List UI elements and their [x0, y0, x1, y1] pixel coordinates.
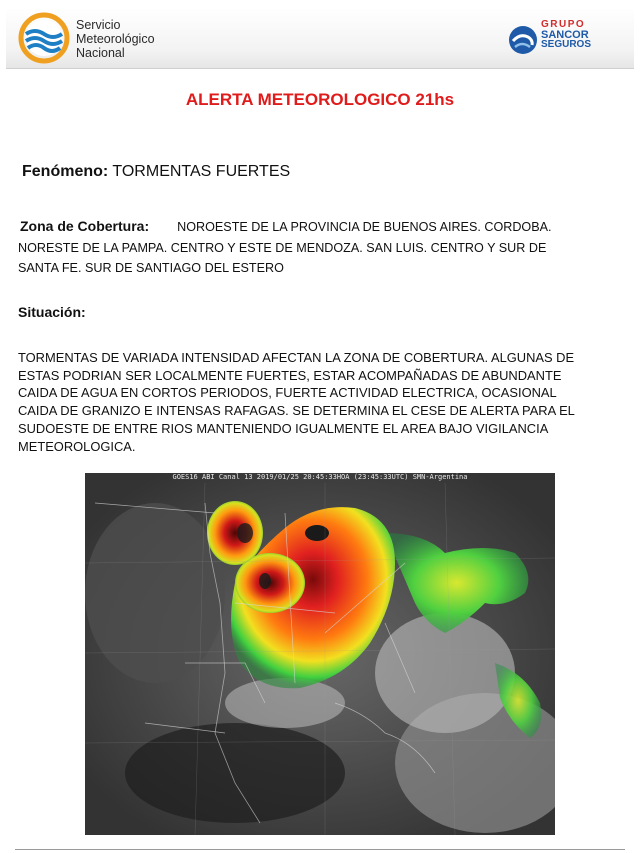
situacion-line: TORMENTAS DE VARIADA INTENSIDAD AFECTAN LA ZONA DE COBERTURA. ALGUNAS DE	[18, 350, 575, 365]
zona-cobertura	[18, 216, 628, 279]
situacion-line: SUDOESTE DE ENTRE RIOS MANTENIENDO IGUALMENTE EL AREA BAJO VIGILANCIA	[18, 420, 549, 436]
satellite-caption: GOES16 ABI Canal 13 2019/01/25 20:45:33HOA (23:45:33UTC) SMN-Argentina	[172, 473, 468, 481]
situacion-line: CAIDA DE GRANIZO E INTENSAS RAFAGAS. SE DETERMINA EL CESE DE ALERTA PARA EL	[18, 403, 575, 419]
smn-line2: Meteorológico	[76, 32, 155, 46]
zona-line1: NOROESTE DE LA PROVINCIA DE BUENOS AIRES. CORDOBA.	[177, 220, 552, 234]
fenomeno-row	[22, 163, 290, 181]
situacion-line: METEOROLOGICA.	[18, 438, 136, 454]
satellite-image	[85, 473, 555, 835]
satellite-map	[85, 473, 555, 835]
alert-title: ALERTA METEOROLOGICO 21hs	[185, 90, 455, 109]
header-banner	[6, 8, 634, 69]
situacion-label: Situación:	[18, 304, 86, 320]
sancor-line3: SEGUROS	[541, 39, 592, 50]
sancor-line1: GRUPO	[541, 19, 586, 30]
fenomeno-label: Fenómeno:	[22, 163, 109, 180]
zona-line2: NORESTE DE LA PAMPA. CENTRO Y ESTE DE MENDOZA. SAN LUIS. CENTRO Y SUR DE	[18, 240, 547, 255]
situacion-text	[18, 349, 624, 455]
sancor-swirl-icon	[508, 25, 538, 55]
sancor-logo	[508, 20, 608, 60]
situacion-line: CAIDA DE AGUA EN CORTOS PERIODOS, FUERTE ACTIVIDAD ELECTRICA, OCASIONAL	[18, 385, 557, 401]
smn-name	[76, 18, 155, 60]
footer-divider	[15, 849, 625, 850]
smn-logo-icon	[18, 12, 70, 64]
sancor-line2: SANCOR	[541, 29, 589, 41]
smn-line1: Servicio	[76, 18, 121, 32]
zona-label: Zona de Cobertura:	[20, 218, 150, 234]
zona-line3: SANTA FE. SUR DE SANTIAGO DEL ESTERO	[18, 261, 284, 275]
fenomeno-value: TORMENTAS FUERTES	[112, 163, 291, 180]
situacion-line: ESTAS PODRIAN SER LOCALMENTE FUERTES, ESTAR ACOMPAÑADAS DE ABUNDANTE	[18, 367, 562, 383]
smn-line3: Nacional	[76, 46, 125, 60]
